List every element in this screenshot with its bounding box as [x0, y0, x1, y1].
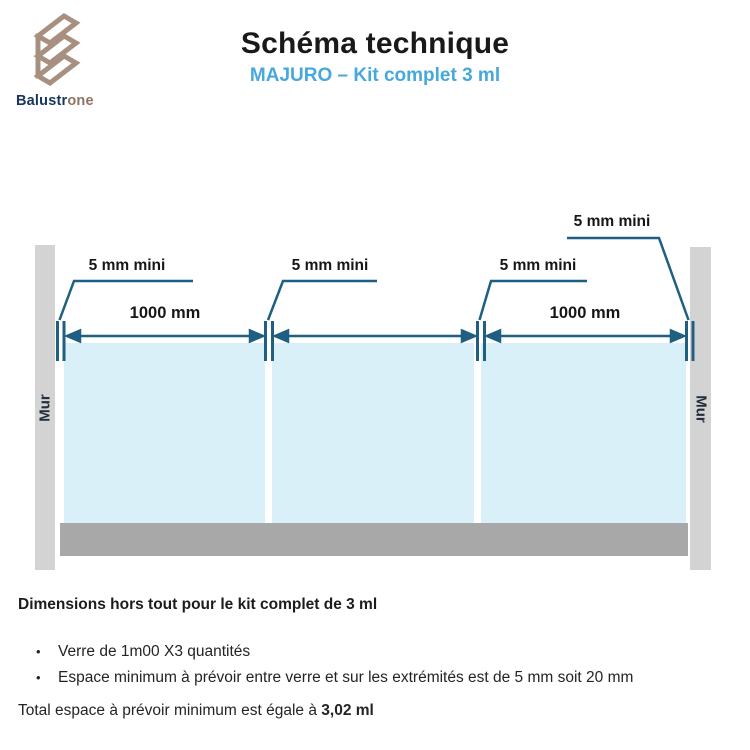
total-space-note — [18, 702, 374, 720]
glass-panel-3 — [481, 343, 686, 523]
panel-width-label-1: 1000 mm — [129, 304, 201, 322]
bullet-text: Espace minimum à prévoir entre verre et sur les extrémités est de 5 mm soit 20 mm — [58, 669, 634, 686]
bullet-text: Verre de 1m00 X3 quantités — [58, 643, 251, 660]
bullet-dot: • — [36, 670, 41, 685]
page-title: Schéma technique — [240, 27, 510, 60]
brand-name-primary: Balustr — [16, 93, 68, 109]
left-wall-label: Mur — [36, 393, 54, 422]
notes-bullet-list — [36, 639, 633, 691]
dimension-arrows — [67, 331, 684, 342]
brand-name-secondary: one — [67, 93, 94, 109]
gap-label-4: 5 mm mini — [573, 213, 651, 230]
panel-width-label-2: 1000 mm — [549, 304, 621, 322]
left-wall — [35, 245, 55, 570]
notes-heading: Dimensions hors tout pour le kit complet de 3 ml — [18, 596, 378, 613]
total-space-text: Total espace à prévoir minimum est égale à — [18, 702, 322, 719]
total-space-value: 3,02 ml — [321, 702, 374, 719]
right-wall-label: Mur — [692, 394, 709, 423]
gap-label-1: 5 mm mini — [88, 257, 166, 274]
gap-label-3: 5 mm mini — [499, 257, 577, 274]
list-item — [36, 639, 633, 665]
list-item — [36, 665, 633, 691]
gap-label-2: 5 mm mini — [291, 257, 369, 274]
base-profile — [60, 523, 688, 556]
glass-panel-1 — [64, 343, 265, 523]
glass-panel-2 — [272, 343, 474, 523]
brand-name — [16, 93, 126, 109]
bullet-dot: • — [36, 644, 41, 659]
right-wall — [690, 247, 711, 570]
page-subtitle: MAJURO – Kit complet 3 ml — [249, 65, 501, 86]
